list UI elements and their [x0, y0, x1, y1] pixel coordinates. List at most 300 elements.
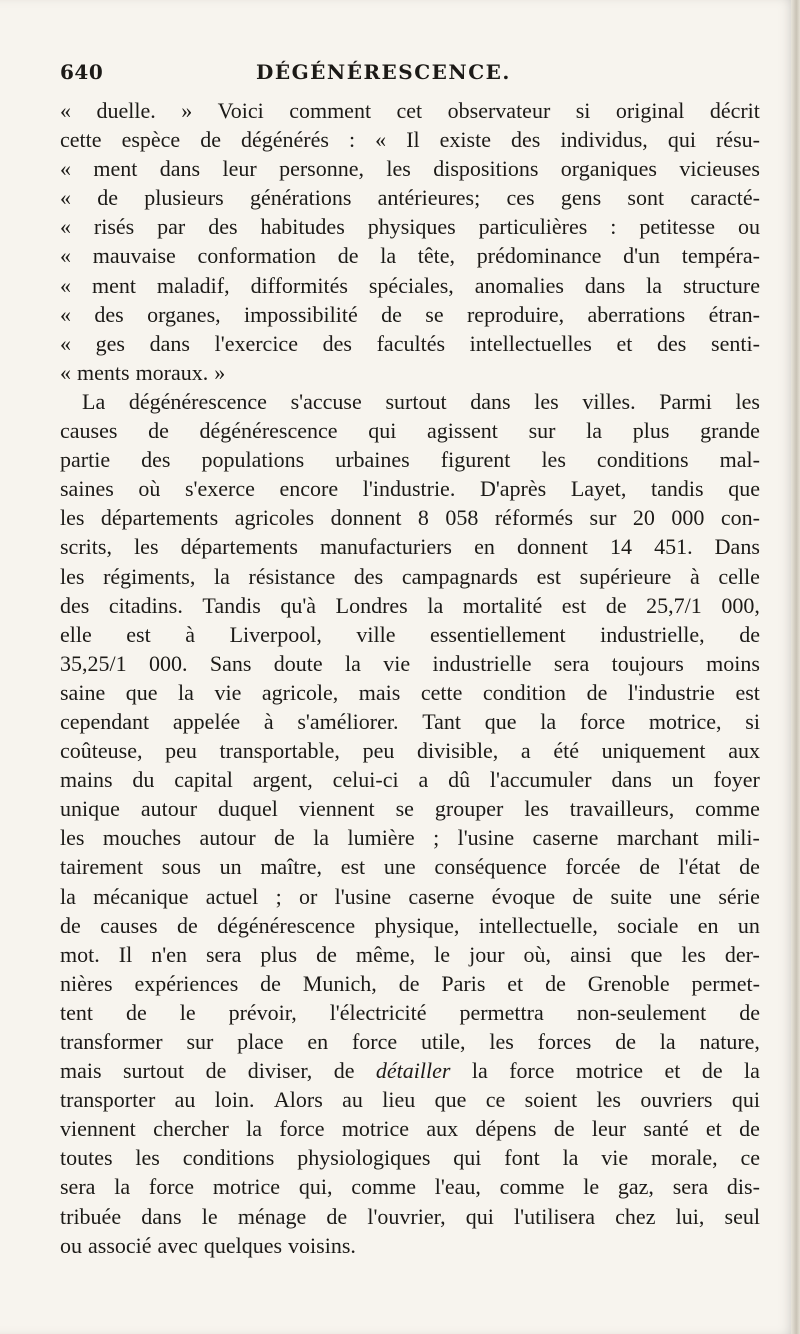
word: se: [425, 301, 444, 327]
word: transformer: [60, 1029, 163, 1054]
word: ments: [77, 359, 130, 385]
word: à: [689, 563, 700, 589]
word: conformation: [197, 243, 317, 269]
text-line: [60, 532, 760, 561]
word: dans: [141, 1203, 182, 1229]
word: jour: [469, 941, 505, 967]
word: difformités: [250, 272, 348, 298]
word: voisins.: [288, 1232, 356, 1258]
word: de: [274, 825, 295, 851]
word: comment: [289, 98, 372, 123]
word: des: [141, 447, 171, 473]
word: morale,: [651, 1145, 718, 1171]
word: ;: [433, 825, 440, 851]
word: ces: [506, 185, 535, 211]
word: peu: [165, 738, 197, 764]
word: suite: [610, 883, 653, 909]
word: mais: [60, 1058, 102, 1084]
word: ce: [740, 1145, 760, 1171]
word: résu-: [715, 127, 760, 153]
word: Alors: [273, 1087, 323, 1113]
word: prévoir,: [228, 999, 297, 1025]
word: maladif,: [156, 272, 230, 298]
word: mauvaise: [92, 243, 176, 269]
word: doute: [273, 650, 323, 676]
word: dans: [470, 388, 511, 414]
word: forces: [537, 1029, 592, 1054]
word: individus,: [560, 127, 648, 153]
word: grouper: [434, 796, 504, 822]
word: particulières: [478, 214, 588, 240]
word: nières: [60, 970, 113, 996]
word: Il: [118, 941, 133, 967]
word: sur: [589, 505, 617, 531]
word: lumière: [347, 825, 415, 851]
word: transportable,: [219, 738, 340, 764]
word: a: [418, 767, 429, 793]
word: cet: [396, 98, 423, 123]
word: Paris: [441, 970, 486, 996]
word: dans: [584, 272, 626, 298]
word: spéciales,: [368, 272, 454, 298]
word: l'eau,: [434, 1174, 481, 1200]
word: quelques: [203, 1232, 283, 1258]
word: Grenoble: [587, 970, 670, 996]
word: «: [60, 98, 71, 123]
word: »: [214, 359, 226, 385]
word: mili-: [717, 825, 760, 851]
text-line: [60, 823, 760, 852]
word: motrice: [212, 1174, 281, 1200]
word: que: [434, 1087, 467, 1113]
word: les: [60, 505, 85, 531]
word: a: [520, 738, 531, 764]
word: la: [345, 650, 361, 676]
word: La: [82, 388, 106, 414]
word: résistance: [248, 563, 336, 589]
word: organes,: [147, 301, 221, 327]
word: motrice: [341, 1116, 410, 1142]
word: si: [745, 708, 760, 734]
word: cependant: [60, 708, 150, 734]
text-line: [60, 271, 760, 300]
word: vicieuses: [679, 156, 760, 182]
text-line: [60, 707, 760, 736]
word: Munich,: [302, 970, 377, 996]
word: sera: [553, 650, 590, 676]
word: de: [701, 1058, 723, 1084]
word: moins: [706, 650, 760, 676]
word: la: [214, 563, 230, 589]
word: citadins.: [108, 592, 183, 618]
word: l'usine: [457, 825, 515, 851]
word: comme: [351, 1174, 416, 1200]
word: autour: [140, 796, 198, 822]
text-line: [60, 474, 760, 503]
word: gaz,: [617, 1174, 654, 1200]
word: physiques: [367, 214, 456, 240]
word: :: [610, 214, 617, 240]
word: tairement: [60, 854, 144, 880]
word: l'état: [678, 854, 721, 880]
word: 25,7/1: [646, 592, 702, 618]
word: motrice,: [648, 708, 722, 734]
text-line: [60, 1085, 760, 1114]
word: ment: [91, 272, 136, 298]
word: réformés: [494, 505, 574, 531]
text-line: [60, 1143, 760, 1172]
word: caserne: [532, 825, 599, 851]
word: tempéra-: [681, 243, 760, 269]
word: les: [534, 388, 559, 414]
text-line: [60, 591, 760, 620]
word: impossibilité: [244, 301, 358, 327]
word: ainsi: [570, 941, 612, 967]
word: populations: [201, 447, 305, 473]
word: autour: [199, 825, 256, 851]
word: même,: [355, 941, 416, 967]
word: senti-: [711, 330, 760, 356]
word: supérieure: [579, 563, 672, 589]
word: du: [132, 767, 155, 793]
word: reproduire,: [466, 301, 565, 327]
word: mains: [60, 767, 113, 793]
text-line: [60, 852, 760, 881]
word: comme: [499, 1174, 565, 1200]
word: s'améliorer.: [297, 708, 399, 734]
word: de: [545, 970, 566, 996]
word: or: [298, 883, 318, 909]
word: D'après: [479, 476, 547, 502]
word: des: [657, 330, 687, 356]
word: tent: [60, 999, 93, 1025]
word: mal-: [719, 447, 760, 473]
word: agricole,: [261, 679, 339, 705]
word: des: [322, 330, 352, 356]
word: de: [639, 854, 660, 880]
word: conditions: [182, 1145, 275, 1171]
word: la: [178, 679, 194, 705]
word: ville: [356, 621, 396, 647]
word: l'accumuler: [489, 767, 592, 793]
word: des: [208, 214, 238, 240]
text-line: [60, 183, 760, 212]
word: de: [200, 127, 221, 153]
word: Parmi: [659, 388, 712, 414]
body-text: [60, 96, 760, 1260]
word: 451.: [654, 534, 693, 560]
word: organiques: [560, 156, 657, 182]
word: aux: [728, 738, 760, 764]
word: toutes: [60, 1145, 113, 1171]
word: de: [739, 999, 760, 1025]
word: à: [263, 708, 274, 734]
word: Il: [406, 127, 420, 153]
word: est: [561, 592, 587, 618]
word: de: [553, 1116, 575, 1142]
word: aberrations: [587, 301, 686, 327]
word: habitudes: [260, 214, 345, 240]
word: la: [540, 708, 557, 734]
word: la: [114, 1174, 131, 1200]
word: 35,25/1: [60, 650, 127, 676]
word: risés: [93, 214, 135, 240]
word: grande: [700, 418, 760, 444]
word: con-: [720, 505, 760, 531]
word: de: [398, 970, 420, 996]
word: de: [148, 418, 169, 444]
word: de: [176, 912, 198, 938]
word: manufacturiers: [320, 534, 452, 560]
word: unique: [60, 796, 120, 822]
word: qui: [465, 1203, 494, 1229]
text-line: [60, 1202, 760, 1231]
word: celle: [718, 563, 760, 589]
word: original: [615, 98, 685, 123]
word: dépens: [475, 1116, 537, 1142]
word: expériences: [134, 970, 239, 996]
word: qui: [453, 1145, 482, 1171]
word: essentiellement: [430, 621, 566, 647]
word: l'utilisera: [514, 1203, 595, 1229]
word: la: [313, 825, 330, 851]
word: sont: [627, 185, 665, 211]
word: dégénérescence: [199, 418, 338, 444]
word: des: [353, 563, 384, 589]
word: par: [157, 214, 186, 240]
word: de: [586, 679, 608, 705]
text-line: [60, 416, 760, 445]
word: la: [471, 1058, 488, 1084]
word: l'usine: [334, 883, 392, 909]
text-line: [60, 765, 760, 794]
word: de: [739, 1116, 760, 1142]
word: un: [737, 912, 760, 938]
word: mais: [358, 679, 401, 705]
word: non-seulement: [576, 999, 707, 1025]
text-line: [60, 911, 760, 940]
word: «: [60, 330, 71, 356]
word: dégénérés: [241, 127, 329, 153]
page-edge: [791, 0, 800, 1334]
word: conséquence: [434, 854, 547, 880]
word: si: [575, 98, 591, 123]
word: forcée: [565, 854, 621, 880]
text-line: [60, 96, 760, 125]
word: départements: [180, 534, 298, 560]
word: 000.: [148, 650, 188, 676]
word: foyer: [713, 767, 760, 793]
word: chez: [615, 1203, 656, 1229]
word: facultés: [376, 330, 446, 356]
word: dégénérescence: [128, 388, 267, 414]
word: «: [60, 214, 71, 240]
text-line: [60, 736, 760, 765]
word: campagnards: [401, 563, 518, 589]
word: les: [524, 796, 549, 822]
word: avec: [157, 1232, 198, 1258]
word: scrits,: [60, 534, 112, 560]
word: chercher: [153, 1116, 229, 1142]
word: un: [671, 767, 694, 793]
word: de: [739, 621, 760, 647]
word: est: [735, 679, 760, 705]
word: Sans: [209, 650, 252, 676]
word: la: [586, 418, 603, 444]
word: de: [205, 1058, 227, 1084]
word: de: [260, 970, 281, 996]
word: figurent: [440, 447, 511, 473]
word: partie: [60, 447, 111, 473]
word: surtout: [123, 1058, 185, 1084]
word: régiments,: [103, 563, 196, 589]
word: moraux.: [135, 359, 209, 385]
text-line: [60, 387, 760, 416]
word: agissent: [427, 418, 498, 444]
word: évoque: [491, 883, 556, 909]
word: prédominance: [476, 243, 602, 269]
word: diviser,: [247, 1058, 313, 1084]
word: force: [509, 1058, 555, 1084]
word: tête,: [417, 243, 456, 269]
word: vie: [383, 650, 411, 676]
word: intellectuelles: [469, 330, 592, 356]
word: que: [630, 941, 663, 967]
word: la: [60, 883, 76, 909]
word: mouches: [102, 825, 182, 851]
word: des: [511, 127, 541, 153]
word: les: [134, 534, 159, 560]
word: «: [60, 243, 71, 269]
word: anomalies: [474, 272, 564, 298]
word: que: [125, 679, 158, 705]
word: sera: [205, 941, 242, 967]
word: n'en: [151, 941, 187, 967]
word: conditions: [596, 447, 689, 473]
word: les: [681, 941, 706, 967]
word: petitesse: [639, 214, 716, 240]
word: dans: [159, 156, 201, 182]
word: physique,: [374, 912, 460, 938]
text-line: [60, 329, 760, 358]
word: industrielle: [432, 650, 532, 676]
word: motrice: [575, 1058, 644, 1084]
word: lieu: [382, 1087, 416, 1113]
text-line: [60, 620, 760, 649]
word: été: [553, 738, 579, 764]
word: détailler: [375, 1058, 451, 1084]
word: décrit: [709, 98, 760, 123]
word: le: [434, 941, 451, 967]
word: où: [138, 476, 161, 502]
word: les: [541, 447, 566, 473]
word: l'électricité: [329, 999, 427, 1025]
word: la: [646, 272, 663, 298]
word: de: [605, 592, 627, 618]
word: uniquement: [601, 738, 706, 764]
word: de: [337, 243, 359, 269]
word: ménage: [237, 1203, 307, 1229]
word: «: [60, 359, 71, 385]
word: «: [60, 301, 71, 327]
word: de: [333, 1058, 355, 1084]
page-number: 640: [60, 60, 104, 84]
word: espèce: [121, 127, 181, 153]
word: qui: [731, 1087, 760, 1113]
word: Liverpool,: [229, 621, 322, 647]
word: permet-: [691, 970, 760, 996]
word: plus: [632, 418, 670, 444]
text-line: [60, 562, 760, 591]
word: sera: [60, 1174, 96, 1200]
word: au: [342, 1087, 363, 1113]
word: viennent: [60, 1116, 136, 1142]
word: ;: [275, 883, 282, 909]
word: générations: [249, 185, 352, 211]
text-line: [60, 445, 760, 474]
word: l'exercice: [214, 330, 298, 356]
word: que: [484, 708, 517, 734]
word: actuel: [205, 883, 259, 909]
word: la: [659, 1029, 676, 1054]
word: dû: [448, 767, 471, 793]
word: la: [246, 1116, 262, 1142]
word: de: [326, 1203, 348, 1229]
word: Dans: [714, 534, 760, 560]
word: en: [697, 912, 719, 938]
word: 20: [632, 505, 655, 531]
word: une: [383, 854, 416, 880]
word: travailleurs,: [569, 796, 675, 822]
word: physiologiques: [297, 1145, 431, 1171]
word: vie: [214, 679, 242, 705]
text-line: [60, 1027, 760, 1056]
word: la: [427, 592, 444, 618]
word: toujours: [611, 650, 684, 676]
word: sur: [186, 1029, 214, 1054]
word: personne,: [279, 156, 365, 182]
word: et: [616, 330, 633, 356]
word: ment: [93, 156, 138, 182]
word: s'accuse: [290, 388, 362, 414]
word: ou: [60, 1232, 82, 1258]
word: utile,: [420, 1029, 466, 1054]
word: série: [718, 883, 760, 909]
word: argent,: [252, 767, 313, 793]
word: dans: [611, 767, 652, 793]
text-line: [60, 882, 760, 911]
word: elle: [60, 621, 92, 647]
word: Layet,: [570, 476, 627, 502]
word: est: [536, 563, 562, 589]
word: des: [60, 592, 90, 618]
word: permettra: [459, 999, 544, 1025]
word: plusieurs: [144, 185, 224, 211]
word: qui: [368, 418, 397, 444]
text-line: [60, 241, 760, 270]
word: de: [572, 883, 594, 909]
word: les: [60, 563, 85, 589]
word: lui,: [675, 1203, 705, 1229]
word: marchant: [616, 825, 699, 851]
word: saines: [60, 476, 114, 502]
word: «: [375, 127, 387, 153]
word: force: [279, 1116, 325, 1142]
text-line: [60, 1172, 760, 1201]
word: Tandis: [202, 592, 261, 618]
word: la: [744, 1058, 760, 1084]
word: mécanique: [93, 883, 189, 909]
